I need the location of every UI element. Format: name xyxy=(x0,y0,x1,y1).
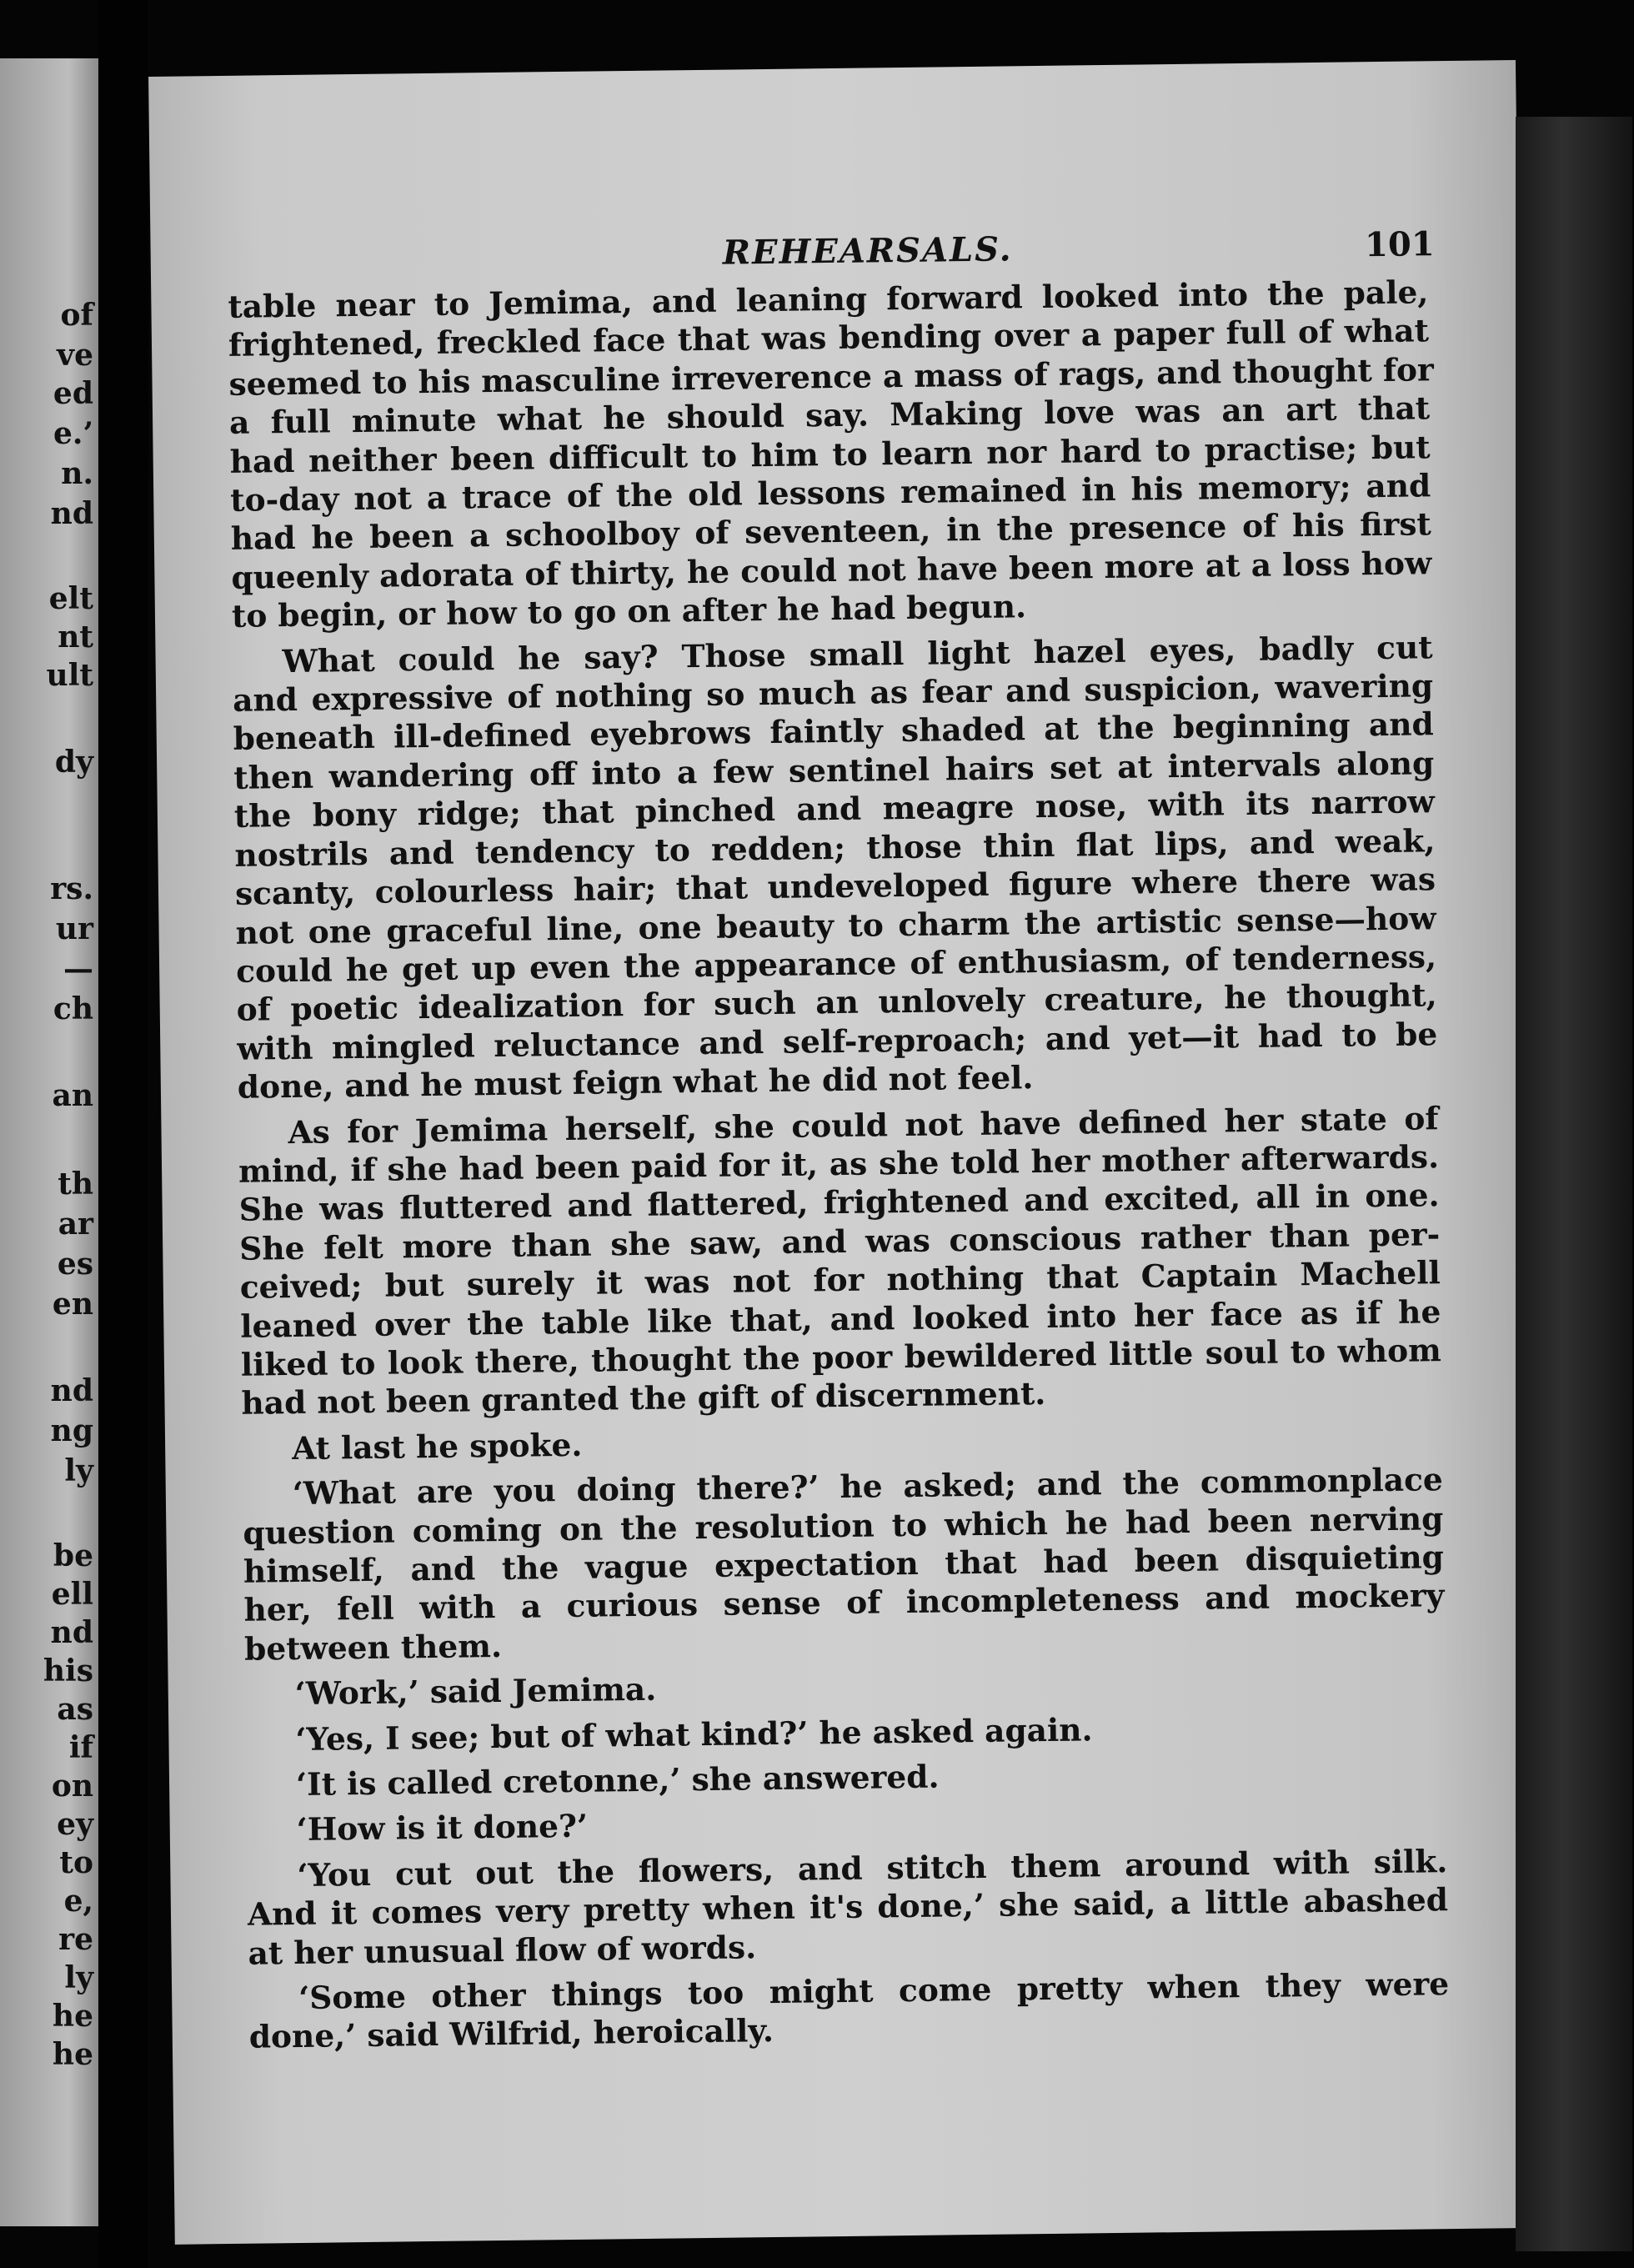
text-line: himself, and the vague expectation that had been disquieting xyxy=(243,1538,1445,1590)
text-line: done, and he must feign what he did not feel. xyxy=(237,1059,1034,1106)
left-fragment: to xyxy=(59,1845,93,1880)
left-fragment: if xyxy=(68,1730,93,1765)
text-line: the bony ridge; that pinched and meagre nose, with its narrow xyxy=(233,783,1436,835)
left-page-edge xyxy=(0,58,98,2226)
text-line: ‘What are you doing there?’ he asked; and the commonplace xyxy=(292,1461,1443,1513)
text-line: and expressive of nothing so much as fear and suspicion, wavering xyxy=(232,667,1434,719)
left-fragment: ch xyxy=(53,991,93,1026)
left-fragment: be xyxy=(53,1538,93,1573)
left-fragment: rs. xyxy=(50,871,93,906)
left-fragment: e.’ xyxy=(53,416,93,451)
left-fragment: nt xyxy=(58,620,93,655)
left-fragment: elt xyxy=(48,581,93,616)
left-fragment: ey xyxy=(57,1807,93,1842)
text-line: ‘It is called cretonne,’ she answered. xyxy=(295,1758,940,1804)
left-fragment: he xyxy=(52,1999,93,2034)
left-fragment: n. xyxy=(61,456,93,491)
text-line: with mingled reluctance and self-reproach; and yet—it had to be xyxy=(237,1015,1438,1067)
text-line: She felt more than she saw, and was conscious rather than per- xyxy=(238,1215,1441,1267)
left-fragment: ly xyxy=(64,1960,93,1995)
text-line: question coming on the resolution to which he had been nerving xyxy=(243,1499,1444,1552)
text-line: ‘How is it done?’ xyxy=(296,1808,589,1849)
left-fragment: en xyxy=(52,1287,93,1322)
text-line: mind, if she had been paid for it, as she told her mother afterwards. xyxy=(238,1138,1440,1190)
text-line: She was fluttered and flattered, frightened and excited, all in one. xyxy=(238,1177,1440,1229)
text-line: queenly adorata of thirty, he could not have been more at a loss how xyxy=(231,544,1432,596)
running-head: REHEARSALS. xyxy=(722,229,1013,273)
text-line: to-day not a trace of the old lessons remained in his memory; and xyxy=(230,467,1431,519)
book-page xyxy=(148,60,1542,2245)
text-line: of poetic idealization for such an unlovely creature, he thought, xyxy=(236,976,1437,1029)
text-line: nostrils and tendency to redden; those thin flat lips, and weak, xyxy=(234,821,1436,874)
text-line: table near to Jemima, and leaning forward looked into the pale, xyxy=(228,273,1429,325)
left-fragment: of xyxy=(60,298,93,333)
left-fragment: ult xyxy=(46,658,93,693)
left-fragment: his xyxy=(43,1653,93,1688)
page-body xyxy=(228,273,1450,2056)
text-line: leaned over the table like that, and looked into her face as if he xyxy=(240,1292,1441,1345)
left-fragment: — xyxy=(63,951,93,986)
page-stack-edge xyxy=(1516,117,1632,2251)
text-line: ‘Yes, I see; but of what kind?’ he asked again. xyxy=(295,1710,1093,1758)
left-fragment: nd xyxy=(50,1615,93,1650)
left-fragment: th xyxy=(58,1167,93,1202)
left-fragment: ve xyxy=(57,338,93,373)
text-line: ‘You cut out the flowers, and stitch them around with silk. xyxy=(297,1842,1448,1894)
page-number: 101 xyxy=(1364,224,1435,265)
text-line: ‘Some other things too might come pretty when they were xyxy=(298,1965,1450,2017)
text-line: her, fell with a curious sense of incompleteness and mockery xyxy=(243,1577,1445,1629)
text-line: seemed to his masculine irreverence a mass of rags, and thought for xyxy=(228,351,1434,403)
text-line: ceived; but surely it was not for nothing that Captain Machell xyxy=(239,1254,1441,1306)
text-line: And it comes very pretty when it's done,’ she said, a little abashed xyxy=(247,1881,1449,1933)
left-fragment: an xyxy=(52,1078,93,1113)
left-fragment: nd xyxy=(50,496,93,531)
text-line: could he get up even the appearance of enthusiasm, of tenderness, xyxy=(235,938,1437,990)
left-fragment: ly xyxy=(64,1453,93,1488)
text-line: scanty, colourless hair; that undeveloped figure where there was xyxy=(234,861,1436,912)
text-line: at her unusual flow of words. xyxy=(248,1928,757,1972)
text-line: What could he say? Those small light hazel eyes, badly cut xyxy=(282,628,1433,680)
left-fragment: dy xyxy=(54,745,93,780)
left-fragment: ar xyxy=(58,1207,93,1242)
left-fragment: ng xyxy=(50,1413,93,1448)
text-line: between them. xyxy=(243,1627,503,1668)
left-fragment: re xyxy=(58,1922,93,1957)
left-fragment: he xyxy=(52,2037,93,2072)
left-fragment: on xyxy=(51,1769,93,1804)
left-fragment: ell xyxy=(51,1577,93,1612)
left-fragment: es xyxy=(57,1247,93,1282)
text-line: not one graceful line, one beauty to charm the artistic sense—how xyxy=(235,899,1436,951)
text-line: had neither been difficult to him to learn nor hard to practise; but xyxy=(229,428,1431,480)
text-line: ‘Work,’ said Jemima. xyxy=(294,1670,657,1713)
text-line: had he been a schoolboy of seventeen, in the presence of his first xyxy=(230,505,1432,558)
text-line: done,’ said Wilfrid, heroically. xyxy=(248,2012,774,2056)
text-line: to begin, or how to go on after he had begun. xyxy=(231,588,1027,635)
left-fragment: ur xyxy=(55,911,93,946)
text-line: liked to look there, thought the poor bewildered little soul to whom xyxy=(240,1332,1442,1383)
left-fragment: nd xyxy=(50,1373,93,1408)
left-fragment: ed xyxy=(53,376,93,411)
text-line: had not been granted the gift of discernment. xyxy=(241,1375,1046,1423)
text-line: At last he spoke. xyxy=(291,1426,583,1467)
book-gutter xyxy=(98,0,148,2268)
left-fragment: as xyxy=(57,1692,93,1727)
text-line: beneath ill-defined eyebrows faintly shaded at the beginning and xyxy=(233,705,1434,758)
left-fragment: e, xyxy=(63,1884,93,1919)
text-line: then wandering off into a few sentinel hairs set at intervals along xyxy=(233,745,1435,796)
text-line: As for Jemima herself, she could not have defined her state of xyxy=(288,1099,1439,1151)
text-line: frightened, freckled face that was bending over a paper full of what xyxy=(228,312,1430,364)
text-line: a full minute what he should say. Making love was an art that xyxy=(228,389,1431,442)
